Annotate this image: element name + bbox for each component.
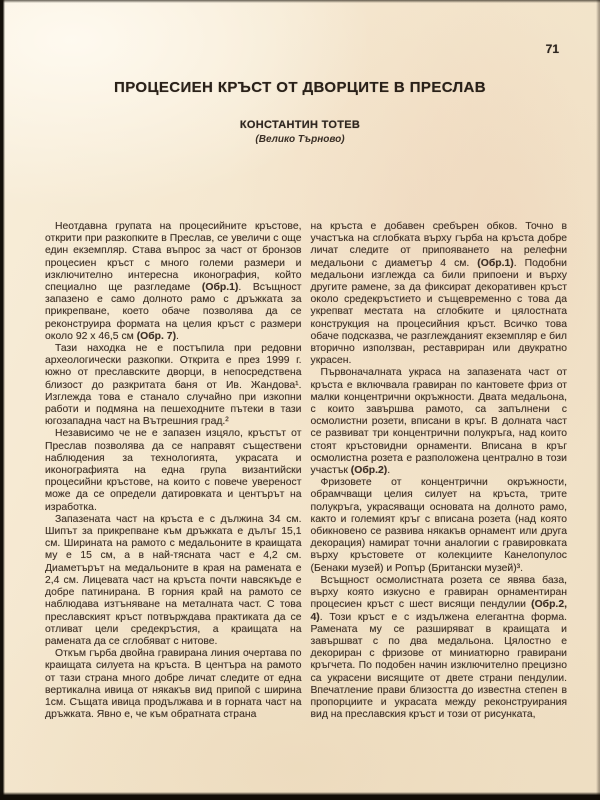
body-text: . [176,330,179,342]
body-text: . [387,465,391,477]
body-text: Неотдавна групата на процесийните кръстове, открити при разкопките в Преслав, се увеличи с още един екземпляр. Става въпрос за част от бронзов процесиен кръст с много големи размери и изключително интересна иконография, който специално ще разгледаме [45,221,302,294]
author-location: (Велико Търново) [255,134,345,145]
paragraph [45,221,302,343]
page-number: 71 [545,42,559,56]
figure-reference: (Обр. 7) [136,330,177,342]
body-text: Тази находка не е постъпила при редовни археологически разкопки. Открита е през 1999 г. южно от преславските дворци, в непосредствена близост до разкритата баня от Ив. Жандова¹. Изглежда това е станало случайно при изкопни работи и подмяна на пешеходните пътеки в тази югозападна част на Вътрешния град.² [45,343,302,428]
figure-reference: (Обр.1) [477,257,514,269]
paragraph [311,367,568,477]
body-text: Откъм гърба двойна гравирана линия очертава по краищата силуета на кръста. В центъра на рамото от тази страна много добре личат следите от една вертикална ивица от някакъв вид припой с ширина 1см. Същата ивица продължава и в горната част на дръжката. Явно е, че към обратната страна [45,648,302,721]
paragraph [311,221,568,367]
scan-edge-bottom [0,792,600,800]
text-columns [45,221,567,721]
body-text: на кръста е добавен сребърен обков. Точно в участъка на сглобката върху гърба на кръста добре личат следите от припояването на релефни медальони с диаметър 4 см. [310,221,567,269]
body-text: . Този кръст е с издължена елегантна форма. Рамената му се разширяват в краищата и завършват с по два медальона. Цялостно е декориран с фризове от миниатюрно гравирани кръгчета. По подобен начин изключително прецизно са украсени висящите от двете страни пендулии. Впечатление прави близостта до известна степен в пропорциите и украсата между реконструирания вид на преславския кръст и този от рисунката, [310,611,567,721]
scan-edge-top [0,0,600,3]
body-text: Фризовете от концентрични окръжности, обрамчващи целия силует на кръста, трите полукръга, украсяващи основата на долното рамо, както и големият кръг с вписана розета (над която обикновено се развива някакъв орнамент или друга декорация) намират точни аналогии с гравировката върху кръстовете от колекциите Канелопулос (Бенаки музей) и Ропър (Британски музей)³. [310,477,567,574]
author-name: КОНСТАНТИН ТОТЕВ [239,119,361,131]
body-text: Всъщност осмолистната розета се явява база, върху която изкусно е гравиран орнаментиран процесиен кръст с шест висящи пендулии [310,574,567,611]
right-column [311,221,568,721]
figure-reference: (Обр.2) [350,465,388,477]
body-text: Първоначалната украса на запазената част от кръста е включвала гравиран по кантовете фриз от малки концентрични окръжности. Двата медальона, с които завършва рамото, са запълнени с осмолистни розети, вписани в кръг. В долната част се развиват три концентрични полукръга, над които стоят кръстовидни орнаменти. Вписана в кръг осмолистна розета е разположена централно в този участък [310,367,567,477]
byline [20,119,580,145]
left-column [45,221,302,721]
body-text: . Подобни медальони изглежда са били припоени и върху другите рамене, за да фиксират декоративен кръст около средекръстието и същевременно с това да укрепват местата на сглобките и цялостната конструкция на процесийния кръст. Всичко това обаче подсказва, че разглежданият екземпляр е бил вторично използван, реставриран или двукратно украсен. [310,257,567,367]
paragraph [45,514,302,648]
body-text: Независимо че не е запазен изцяло, кръстът от Преслав позволява да се направят съществени наблюдения за технологията, украсата и иконографията на една група византийски процесийни кръстове, на които с повече увереност може да се определи датировката и центърът на изработка. [45,428,302,513]
paragraph [311,575,568,721]
body-text: Запазената част на кръста е с дължина 34 см. Шипът за прикрепване към дръжката е дълъг 15,1 см. Ширината на рамото с медальоните в краищата му е 15 см, а в най-тясната част е 4,2 см. Диаметърът на медальоните в края на рамената е 2,4 см. Лицевата част на кръста почти навсякъде е добре патинирана. В горния край на рамото се наблюдава изтъняване на металната част. С това преславският кръст потвърждава практиката да се отливат цели средекръстия, а краищата на рамената да се сглобяват с нитове. [45,513,302,647]
body-text: . Всъщност запазено е само долното рамо с дръжката за прикрепване, което обаче позволява да се реконструира формата на целия кръст с размери около 92 х 46,5 см [45,282,302,342]
paragraph [45,648,302,721]
scan-edge-left [0,0,5,800]
paragraph [311,477,568,575]
article-title: ПРОЦЕСИЕН КРЪСТ ОТ ДВОРЦИТЕ В ПРЕСЛАВ [114,79,486,96]
scan-edge-right [596,0,600,800]
figure-reference: (Обр.2, 4) [310,599,567,623]
figure-reference: (Обр.1) [201,282,239,294]
paragraph [45,428,302,513]
paragraph [45,343,302,428]
